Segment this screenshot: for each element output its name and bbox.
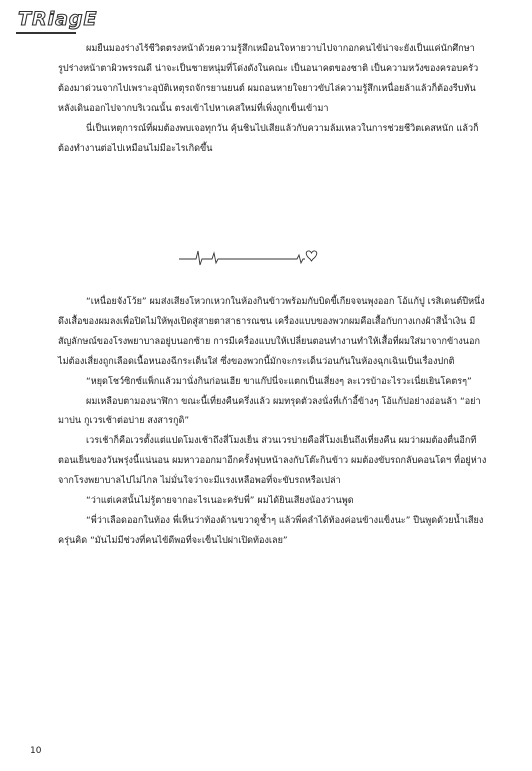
heartbeat-divider-icon — [179, 247, 323, 269]
paragraph: “พี่ว่าเลือดออกในท้อง พี่เห็นว่าท้องด้านขวาดูช้ำๆ แล้วพี่คลำได้ท้องค่อนข้างแข็งนะ” ปีนพูดด้วยน้ำเสียงครุ่นคิด “มันไม่มีช่วงที่คนไข้ดีพอที่จะเข็นไปผ่าเปิดท้องเลย” — [58, 515, 484, 546]
body-text-top — [58, 40, 488, 159]
page-number: 10 — [30, 746, 42, 756]
body-text-bottom — [58, 293, 488, 552]
paragraph: “เหนื่อยจังโว้ย” ผมส่งเสียงโหวกเหวกในห้องกินข้าวพร้อมกับบิดขี้เกียจจนพุงออก โอ้แก้ปู เรสิเดนต์ปีหนึ่งดึงเสื้อของผมลงเพื่อปิดไม่ให้พุงเปิดสู่สายตาสาธารณชน เครื่องแบบของพวกผมคือเสื้อกับกางเกงผ้าสีน้ำเงิน มีสัญลักษณ์ของโรงพยาบาลอยู่บนอกซ้าย การมีเครื่องแบบให้เปลี่ยนตอนทำงานทำให้เสื้อที่ผมใส่มาจากข้างนอกไม่ต้องเสี่ยงถูกเลือดเนื้อหนองฉีกระเด็นใส่ ซึ่งของพวกนี้มักจะกระเด็นว่อนกันในห้องฉุกเฉินเป็นเรื่องปกติ — [58, 297, 485, 367]
paragraph: นี่เป็นเหตุการณ์ที่ผมต้องพบเจอทุกวัน คุ้นชินไปเสียแล้วกับความล้มเหลวในการช่วยชีวิตเคสหนัก แล้วก็ต้องทำงานต่อไปเหมือนไม่มีอะไรเกิดขึ้น — [58, 123, 479, 154]
paragraph: เวรเช้าก็คือเวรตั้งแต่แปดโมงเช้าถึงสี่โมงเย็น ส่วนเวรบ่ายคือสี่โมงเย็นถึงเที่ยงคืน ผมว่าผมต้องตื่นอีกทีตอนเย็นของวันพรุ่งนี้แน่นอน ผมหาวออกมาอีกครั้งฟุบหน้าลงกับโต๊ะกินข้าว ผมต้องขับรถกลับคอนโดฯ ที่อยู่ห่างจากโรงพยาบาลไปไม่ไกล ไม่มั่นใจว่าจะมีแรงเหลือพอที่จะขับรถหรือเปล่า — [58, 436, 487, 487]
paragraph: ผมยืนมองร่างไร้ชีวิตตรงหน้าด้วยความรู้สึกเหมือนใจหายวาบไปจากอกคนไข้น่าจะยังเป็นแค่นักศึกษา รูปร่างหน้าตาผิวพรรณดี น่าจะเป็นชายหนุ่มที่โด่งดังในคณะ เป็นอนาคตของชาติ เป็นความหวังของครอบครัว ต้องมาด่วนจากไปเพราะอุบัติเหตุรถจักรยานยนต์ ผมถอนหายใจยาวขับไล่ความรู้สึกเหนื่อยล้าแล้วก็ต้องรีบทันหลังเดินออกไปจากบริเวณนั้น ตรงเข้าไปหาเคสใหม่ที่เพิ่งถูกเข็นเข้ามา — [58, 44, 479, 114]
paragraph: “หยุดโชว์ซิกซ์แพ็กแล้วมานั่งกินก่อนเฮีย ขาแก๊ปนี่จะแตกเป็นเสี่ยงๆ ละเวรบ้าอะไรวะเนี่ยเยินโคตรๆ” — [86, 376, 472, 387]
logo-underline — [16, 32, 76, 34]
paragraph: ผมเหลือบตามองนาฬิกา ขณะนี้เที่ยงคืนครึ่งแล้ว ผมทรุดตัวลงนั่งที่เก้าอี้ข้างๆ โอ้แก้ปอย่างอ่อนล้า “อย่ามาบ่น กูเวรเช้าต่อบ่าย สงสารกูดิ” — [58, 396, 481, 427]
publisher-logo: TRiagE — [18, 8, 98, 30]
paragraph: “ว่าแต่เคสนั้นไม่รู้ตายจากอะไรเนอะครับพี่” ผมได้ยินเสียงน้องว่านพูด — [86, 496, 354, 507]
